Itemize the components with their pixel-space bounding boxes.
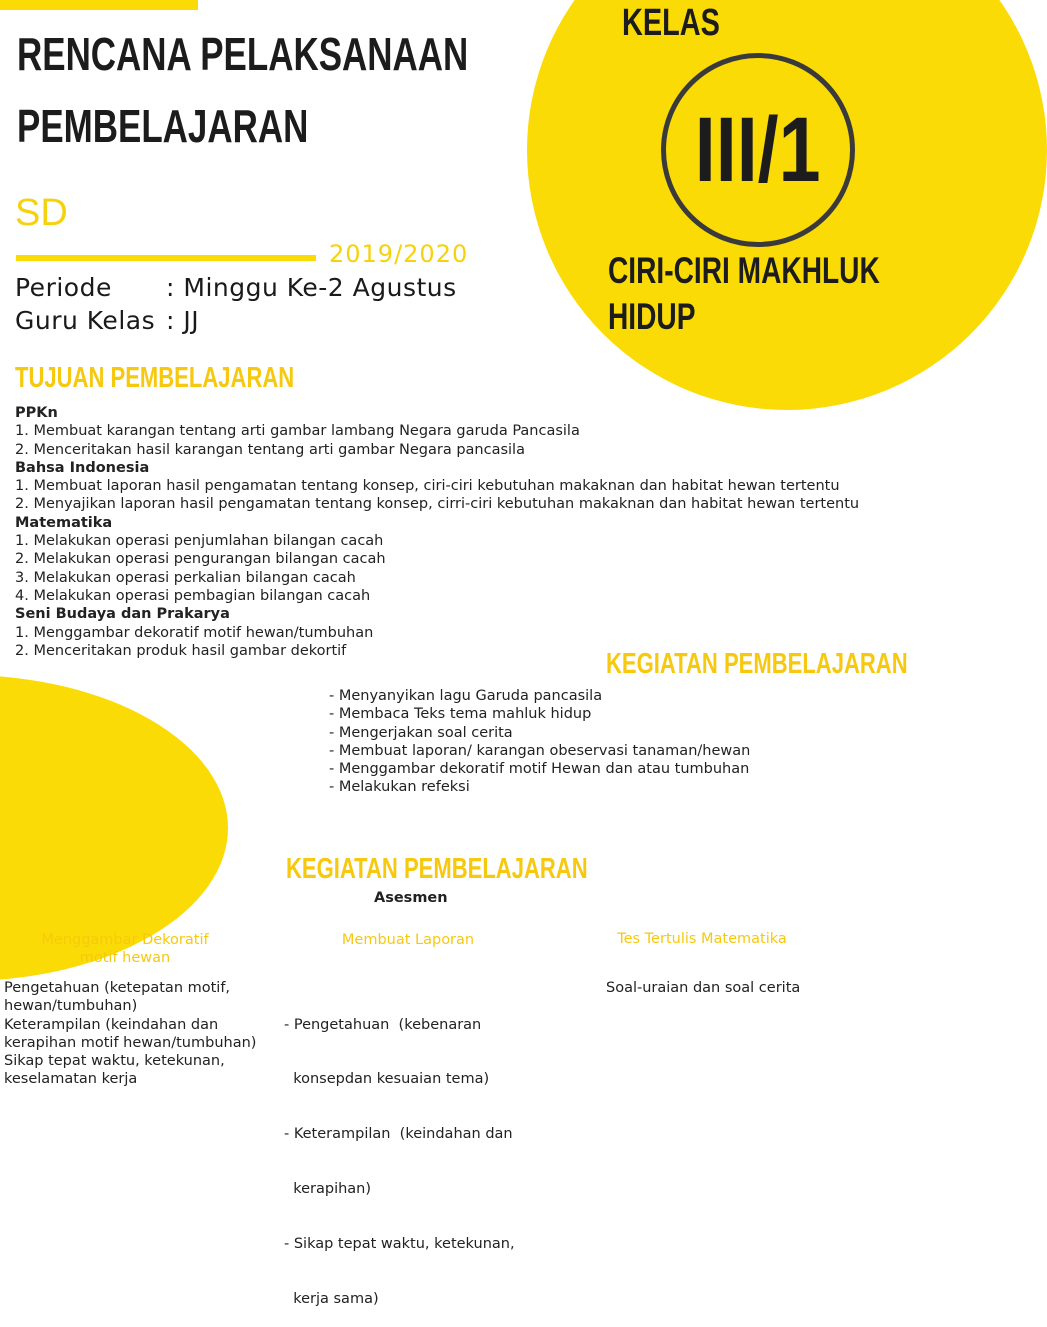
col2-line: kerja sama) — [284, 1291, 379, 1308]
activity-item: - Membuat laporan/ karangan obeservasi tanaman/hewan — [329, 742, 751, 759]
level-underline — [16, 255, 316, 261]
objectives-list — [15, 404, 859, 660]
assessment-col1-body — [4, 979, 256, 1089]
page-title-line1: RENCANA PELAKSANAAN — [17, 28, 469, 80]
objective-item: 3. Melakukan operasi perkalian bilangan cacah — [15, 569, 356, 586]
subject-name: PPKn — [15, 405, 58, 421]
objective-item: 4. Melakukan operasi pembagian bilangan cacah — [15, 587, 371, 604]
col1-line: kerapihan motif hewan/tumbuhan) — [4, 1034, 257, 1051]
teacher-label: Guru Kelas — [15, 306, 156, 335]
activity-item: - Membaca Teks tema mahluk hidup — [329, 706, 592, 723]
assessment-col3-body — [606, 979, 800, 997]
objective-item: 2. Menceritakan hasil karangan tentang arti gambar Negara pancasila — [15, 441, 525, 458]
assessment-col3-title: Tes Tertulis Matematika — [617, 931, 787, 947]
assessment-subheading: Asesmen — [374, 890, 448, 906]
page-title-line2: PEMBELAJARAN — [17, 100, 309, 152]
col1-line: hewan/tumbuhan) — [4, 998, 138, 1015]
objective-item: 1. Menggambar dekoratif motif hewan/tumbuhan — [15, 624, 374, 641]
subject-name: Matematika — [15, 514, 113, 531]
col2-line: konsepdan kesuaian tema) — [284, 1071, 490, 1088]
activity-item: - Menggambar dekoratif motif Hewan dan atau tumbuhan — [329, 761, 750, 778]
activities-heading: KEGIATAN PEMBELAJARAN — [606, 648, 908, 680]
period-value: : Minggu Ke-2 Agustus — [166, 273, 457, 302]
class-number-wrap — [661, 53, 855, 247]
objective-item: 1. Melakukan operasi penjumlahan bilangan cacah — [15, 533, 384, 550]
col3-line: Soal-uraian dan soal cerita — [606, 980, 801, 996]
col1-title-line2: motif hewan — [79, 950, 171, 966]
subject-name: Bahsa Indonesia — [15, 459, 150, 476]
objectives-heading: TUJUAN PEMBELAJARAN — [15, 362, 295, 394]
assessment-heading: KEGIATAN PEMBELAJARAN — [286, 853, 588, 885]
col2-line: - Pengetahuan (kebenaran — [284, 1016, 482, 1033]
activities-list — [329, 687, 750, 797]
objective-item: 2. Menyajikan laporan hasil pengamatan tentang konsep, cirri-ciri kebutuhan makaknan dan habitat hewan tertentu — [15, 496, 860, 513]
activity-item: - Mengerjakan soal cerita — [329, 724, 513, 741]
teacher-value: : JJ — [166, 306, 200, 335]
objective-item: 2. Melakukan operasi pengurangan bilangan cacah — [15, 551, 386, 568]
objective-item: 1. Membuat laporan hasil pengamatan tentang konsep, ciri-ciri kebutuhan makaknan dan habitat hewan tertentu — [15, 478, 840, 495]
subject-name: Seni Budaya dan Prakarya — [15, 606, 230, 623]
activity-item: - Melakukan refeksi — [329, 779, 470, 796]
objective-item: 1. Membuat karangan tentang arti gambar lambang Negara garuda Pancasila — [15, 423, 580, 440]
school-level: SD — [15, 192, 68, 234]
col2-line: kerapihan) — [284, 1181, 372, 1198]
col1-line: keselamatan kerja — [4, 1071, 138, 1088]
school-year: 2019/2020 — [329, 240, 469, 268]
class-number: III/1 — [695, 98, 821, 201]
col1-line: Sikap tepat waktu, ketekunan, — [4, 1053, 225, 1070]
class-label: KELAS — [622, 2, 720, 44]
assessment-col2-title: Membuat Laporan — [341, 932, 475, 948]
col2-line: - Keterampilan (keindahan dan — [284, 1126, 513, 1143]
col2-line: - Sikap tepat waktu, ketekunan, — [284, 1236, 515, 1253]
assessment-col1-title — [10, 931, 240, 967]
theme-line2: HIDUP — [608, 296, 696, 337]
col1-line: Keterampilan (keindahan dan — [4, 1016, 219, 1033]
theme-line1: CIRI-CIRI MAKHLUK — [608, 250, 880, 291]
top-accent-bar — [0, 0, 198, 10]
objective-item: 2. Menceritakan produk hasil gambar dekortif — [15, 642, 347, 659]
col1-title-line1: Menggambar Dekoratif — [41, 932, 209, 948]
activity-item: - Menyanyikan lagu Garuda pancasila — [329, 688, 603, 704]
period-label: Periode — [15, 273, 112, 302]
col1-line: Pengetahuan (ketepatan motif, — [4, 980, 231, 996]
assessment-col2-body — [284, 979, 515, 1327]
